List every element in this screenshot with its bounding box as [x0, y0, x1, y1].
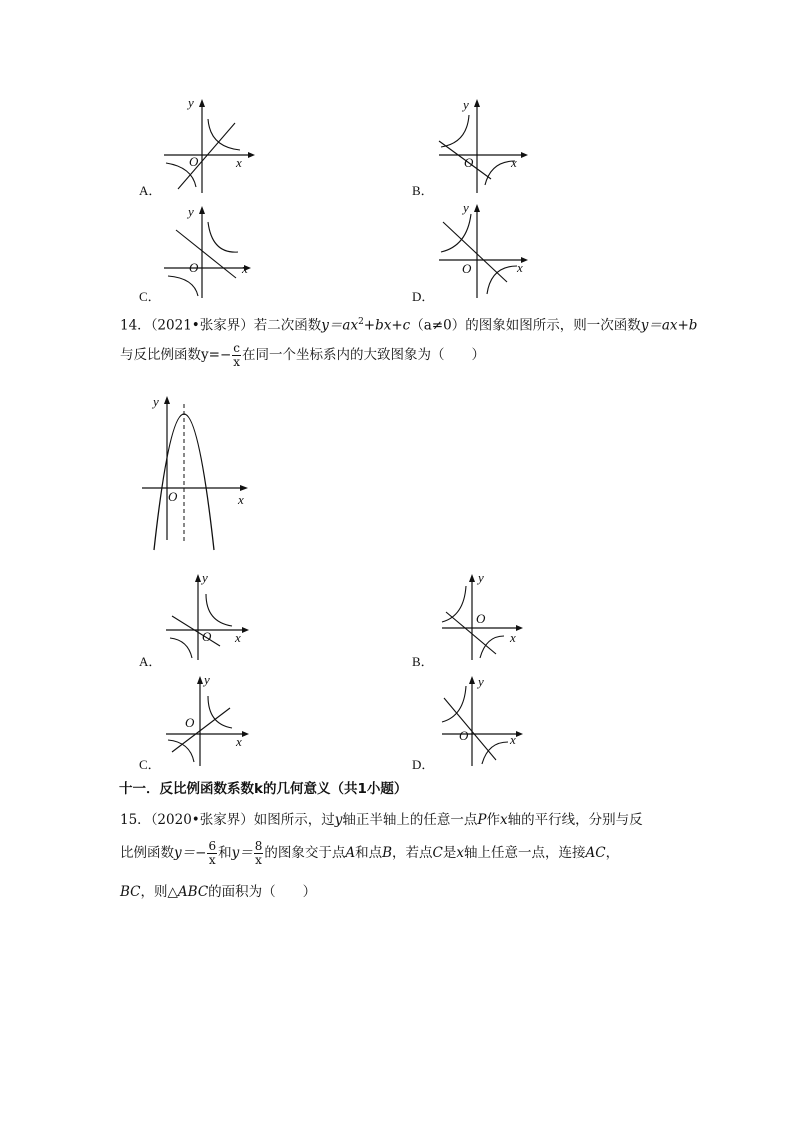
q15-text: 的面积为（ ） [208, 884, 317, 900]
origin-label: O [189, 260, 199, 275]
q15-text: 的图象交于点 [264, 845, 346, 861]
axis-y-label: y [202, 570, 208, 585]
q15-fraction-1 [207, 840, 217, 867]
q14-condition: （a≠0） [410, 317, 466, 334]
q15-var: x [500, 812, 508, 828]
q13-graph-c [160, 200, 260, 300]
axis-y-label: y [153, 394, 159, 409]
section-prefix: 十一． [119, 781, 160, 797]
axis-y-label: y [463, 200, 469, 215]
origin-label: O [202, 629, 212, 644]
fraction-numerator: 8 [254, 839, 263, 853]
fraction-numerator: 6 [208, 839, 217, 853]
q14-option-b[interactable]: B． [412, 654, 434, 669]
q14-fraction [232, 342, 241, 369]
q14-option-a[interactable]: A． [139, 654, 162, 669]
q14-source: （2021•张家界） [150, 317, 254, 334]
axis-x-label: x [235, 630, 241, 645]
fraction-denominator: x [255, 853, 262, 867]
axis-y-label: y [478, 570, 484, 585]
q13-graph-d [435, 200, 535, 300]
origin-label: O [459, 728, 469, 743]
q15-text: 和 [218, 845, 232, 861]
q14-option-d[interactable]: D． [412, 757, 435, 772]
q14-graph-a [162, 568, 262, 663]
q15-stem-line1 [120, 810, 643, 830]
q13-option-c[interactable]: C． [139, 289, 161, 304]
axis-x-label: x [238, 492, 244, 507]
q14-func3: y=− [201, 347, 232, 363]
origin-label: O [168, 489, 178, 504]
q15-text: ，若点 [392, 845, 433, 861]
q15-number: 15． [120, 812, 151, 828]
q15-text: 作 [486, 812, 500, 828]
q15-text: ， [605, 845, 620, 861]
q15-var: BC [120, 884, 141, 900]
q15-var: AC [585, 845, 606, 861]
origin-label: O [464, 155, 474, 170]
q14-graph-c [162, 672, 262, 767]
q15-func: y＝ [231, 845, 253, 861]
axis-x-label: x [236, 155, 242, 170]
q15-var: y [334, 812, 343, 828]
q15-stem-line2 [120, 840, 619, 867]
q15-var: x [456, 845, 465, 861]
q15-text: ，则△ [140, 884, 178, 900]
axis-y-label: y [478, 674, 484, 689]
q13-option-b[interactable]: B． [412, 183, 434, 198]
q14-text: 的图象如图所示，则一次函数 [465, 317, 641, 334]
origin-label: O [462, 261, 472, 276]
q15-text: 轴的平行线，分别与反 [507, 812, 643, 828]
q13-graph-a [160, 95, 260, 195]
q14-func2: y＝ax+b [640, 317, 698, 334]
fraction-denominator: x [233, 355, 240, 369]
q14-parabola-figure [140, 390, 260, 555]
origin-label: O [476, 611, 486, 626]
q15-text: 轴正半轴上的任意一点 [342, 812, 478, 828]
q14-stem-line2 [120, 342, 485, 369]
axis-x-label: x [517, 260, 523, 275]
q14-number: 14． [120, 317, 151, 334]
fraction-numerator: c [233, 341, 240, 355]
q13-option-a[interactable]: A． [139, 183, 162, 198]
axis-x-label: x [242, 261, 248, 276]
q15-fraction-2 [254, 840, 264, 867]
q15-text: 比例函数 [120, 845, 174, 861]
q14-exponent: 2 [358, 317, 364, 327]
axis-x-label: x [236, 734, 242, 749]
q15-var: C [432, 845, 443, 861]
axis-x-label: x [510, 732, 516, 747]
q14-option-c[interactable]: C． [139, 757, 161, 772]
origin-label: O [189, 154, 199, 169]
q15-source: （2020•张家界） [150, 812, 254, 828]
q14-text: 在同一个坐标系内的大致图象为（ ） [241, 347, 485, 363]
q15-text: 和点 [355, 845, 383, 861]
q14-func1: y＝ax [321, 317, 359, 334]
q15-stem-line3 [120, 882, 316, 902]
q14-text: 与反比例函数 [120, 347, 201, 363]
axis-x-label: x [510, 630, 516, 645]
q15-var: B [382, 845, 393, 861]
q15-func: y＝− [174, 845, 207, 861]
axis-y-label: y [188, 95, 194, 110]
q14-text: 若二次函数 [253, 317, 322, 334]
q15-var: P [477, 812, 487, 828]
q13-option-d[interactable]: D． [412, 289, 435, 304]
section-heading [119, 777, 407, 797]
axis-y-label: y [204, 672, 210, 687]
q14-stem-line1 [120, 312, 697, 336]
axis-y-label: y [188, 204, 194, 219]
q14-graph-d [438, 672, 538, 767]
section-title: 反比例函数系数k的几何意义（共1小题） [159, 781, 408, 797]
q15-text: 如图所示，过 [253, 812, 335, 828]
q15-var: ABC [177, 884, 209, 900]
axis-x-label: x [511, 155, 517, 170]
q13-graph-b [435, 95, 535, 195]
q15-var: A [345, 845, 356, 861]
fraction-denominator: x [208, 853, 216, 867]
q14-graph-b [438, 566, 538, 661]
origin-label: O [185, 715, 195, 730]
q15-text: 轴上任意一点，连接 [464, 845, 586, 861]
q14-func1b: +bx+c [363, 317, 411, 334]
axis-y-label: y [463, 97, 469, 112]
q15-text: 是 [442, 845, 457, 861]
